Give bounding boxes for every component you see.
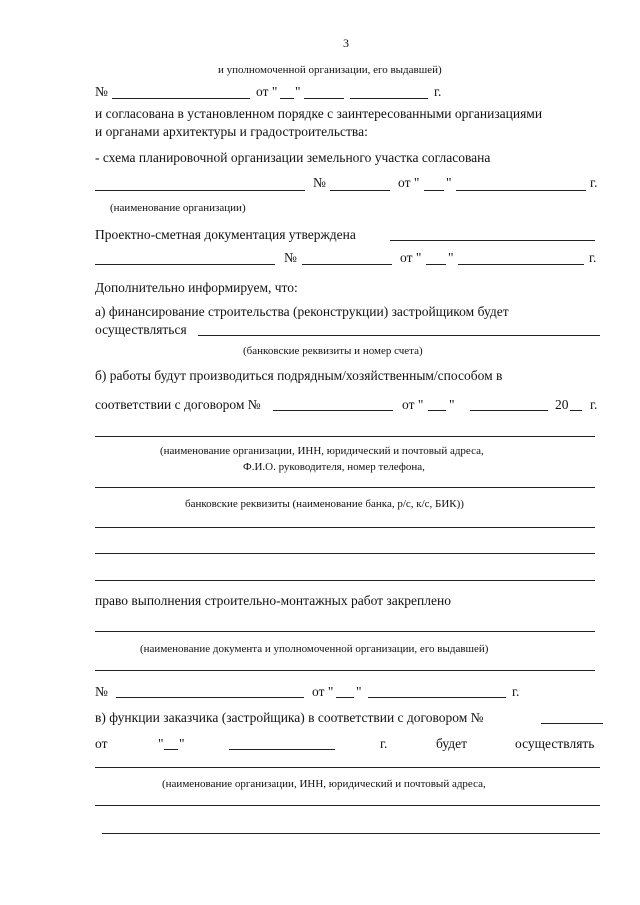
blank-date[interactable]: [456, 190, 586, 191]
caption-director-phone: Ф.И.О. руководителя, номер телефона,: [243, 461, 425, 473]
blank-organization[interactable]: [95, 190, 305, 191]
number-sign: №: [95, 84, 108, 99]
number-sign: №: [284, 250, 297, 265]
year-suffix: г.: [590, 397, 598, 412]
caption-authorized-organization: и уполномоченной организации, его выдавшей): [218, 64, 442, 76]
blank-number[interactable]: [302, 264, 392, 265]
blank-approved-by[interactable]: [390, 240, 595, 241]
quote-mark: ": [179, 736, 185, 751]
text-implement: осуществлять: [515, 736, 595, 751]
quote-mark: ": [158, 736, 164, 751]
text-architecture: и органами архитектуры и градостроительства:: [95, 124, 368, 139]
from-label: от ": [312, 684, 334, 699]
blank-day[interactable]: [336, 697, 354, 698]
caption-customer-details: (наименование организации, ИНН, юридический и почтовый адреса,: [162, 778, 486, 790]
blank-day[interactable]: [164, 749, 178, 750]
blank-year[interactable]: [570, 410, 582, 411]
caption-bank-details: банковские реквизиты (наименование банка, р/с, к/с, БИК)): [185, 498, 464, 510]
text-contract-number: соответствии с договором №: [95, 397, 261, 412]
blank-date[interactable]: [368, 697, 506, 698]
quote-mark: ": [356, 684, 362, 699]
quote-mark: ": [448, 250, 454, 265]
text-construction-rights: право выполнения строительно-монтажных работ закреплено: [95, 593, 451, 608]
text-additional-info: Дополнительно информируем, что:: [95, 280, 298, 295]
blank-day[interactable]: [428, 410, 446, 411]
blank-day[interactable]: [426, 264, 446, 265]
caption-bank-account: (банковские реквизиты и номер счета): [243, 345, 423, 357]
blank-contractor-2[interactable]: [95, 487, 595, 488]
blank-number[interactable]: [116, 697, 304, 698]
number-sign: №: [95, 684, 108, 699]
from-label: от ": [402, 397, 424, 412]
year-prefix: 20: [555, 397, 569, 412]
quote-mark: ": [446, 175, 452, 190]
text-financing: а) финансирование строительства (реконструкции) застройщиком будет: [95, 304, 509, 319]
year-suffix: г.: [589, 250, 597, 265]
blank-date[interactable]: [458, 264, 584, 265]
caption-contractor-details: (наименование организации, ИНН, юридический и почтовый адреса,: [160, 445, 484, 457]
blank-line-1[interactable]: [95, 527, 595, 528]
blank-contract-number[interactable]: [273, 410, 393, 411]
blank-line-3[interactable]: [95, 580, 595, 581]
blank-day[interactable]: [424, 190, 444, 191]
text-customer-functions: в) функции заказчика (застройщика) в соответствии с договором №: [95, 710, 484, 725]
blank-day[interactable]: [280, 98, 294, 99]
year-suffix: г.: [380, 736, 388, 751]
caption-organization-name: (наименование организации): [110, 202, 246, 214]
from-label: от: [95, 736, 108, 751]
blank-customer-2[interactable]: [95, 805, 600, 806]
year-suffix: г.: [590, 175, 598, 190]
blank-number[interactable]: [330, 190, 390, 191]
blank-year[interactable]: [350, 98, 428, 99]
quote-mark: ": [449, 397, 455, 412]
page-number: 3: [343, 36, 349, 50]
from-label: от ": [400, 250, 422, 265]
blank-document-2[interactable]: [95, 670, 595, 671]
blank-contractor[interactable]: [95, 436, 595, 437]
year-suffix: г.: [512, 684, 520, 699]
blank-organization[interactable]: [95, 264, 275, 265]
blank-month[interactable]: [304, 98, 344, 99]
blank-document[interactable]: [95, 631, 595, 632]
text-design-documents: Проектно-сметная документация утверждена: [95, 227, 356, 242]
blank-contract-number[interactable]: [541, 723, 603, 724]
text-will: будет: [436, 736, 468, 751]
text-site-plan: - схема планировочной организации земельного участка согласована: [95, 150, 491, 165]
blank-month-year[interactable]: [229, 749, 335, 750]
blank-line-2[interactable]: [95, 553, 595, 554]
quote-mark: ": [295, 84, 301, 99]
blank-bank-details[interactable]: [198, 335, 600, 336]
from-label: от ": [398, 175, 420, 190]
text-works-method: б) работы будут производиться подрядным/хозяйственным/способом в: [95, 368, 503, 383]
blank-month[interactable]: [470, 410, 548, 411]
year-suffix: г.: [434, 84, 442, 99]
blank-number[interactable]: [112, 98, 250, 99]
caption-document-organization: (наименование документа и уполномоченной организации, его выдавшей): [140, 643, 489, 655]
from-label: от ": [256, 84, 278, 99]
blank-customer[interactable]: [95, 767, 600, 768]
blank-customer-3[interactable]: [102, 833, 600, 834]
text-carried-out: осуществляться: [95, 322, 187, 337]
number-sign: №: [313, 175, 326, 190]
text-agreed: и согласована в установленном порядке с заинтересованными организациями: [95, 106, 543, 121]
